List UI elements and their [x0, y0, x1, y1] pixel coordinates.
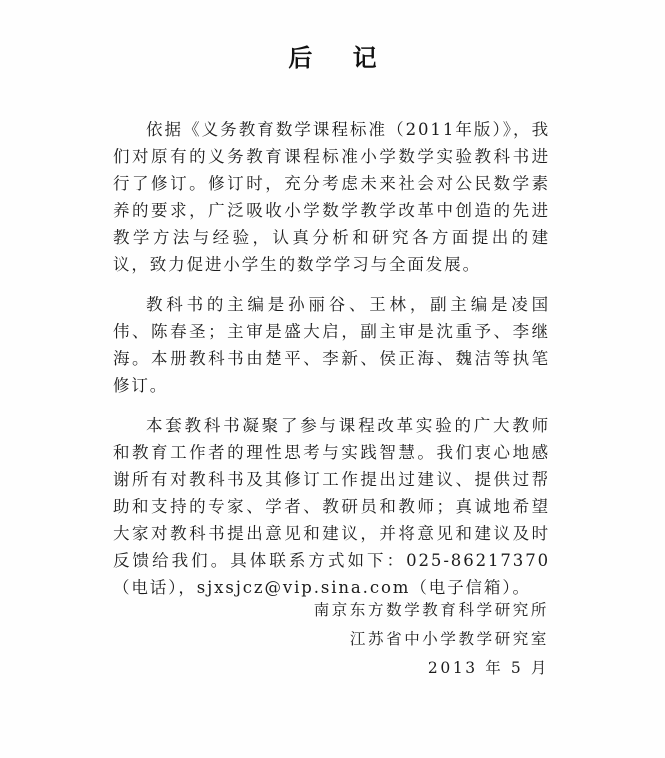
paragraph-acknowledgement-contact: 本套教科书凝聚了参与课程改革实验的广大教师和教育工作者的理性思考与实践智慧。我们衷心地感谢所有对教科书及其修订工作提出过建议、提供过帮助和支持的专家、学者、教研员和教师；真诚地希望大家对教科书提出意见和建议，并将意见和建议及时反馈给我们。具体联系方式如下：025-86217370（电话），sjxsjcz@vip.sina.com（电子信箱）。	[113, 416, 550, 597]
signature-org-jiangsu: 江苏省中小学教学研究室	[349, 630, 549, 648]
paragraph-revision-basis: 依据《义务教育数学课程标准（2011年版）》，我们对原有的义务教育课程标准小学数学实验教科书进行了修订。修订时，充分考虑未来社会对公民数学素养的要求，广泛吸收小学数学教学改革中创造的先进教学方法与经验，认真分析和研究各方面提出的建议，致力促进小学生的数学学习与全面发展。	[113, 120, 550, 274]
document-body	[113, 116, 550, 614]
page-title: 后 记	[288, 44, 393, 72]
paragraph-editors: 教科书的主编是孙丽谷、王林，副主编是凌国伟、陈春圣；主审是盛大启，副主审是沈重予、李继海。本册教科书由楚平、李新、侯正海、魏洁等执笔修订。	[113, 295, 550, 395]
signature-org-nanjing: 南京东方数学教育科学研究所	[313, 601, 549, 619]
signature-date: 2013 年 5 月	[427, 659, 549, 677]
signature-block	[314, 596, 549, 683]
